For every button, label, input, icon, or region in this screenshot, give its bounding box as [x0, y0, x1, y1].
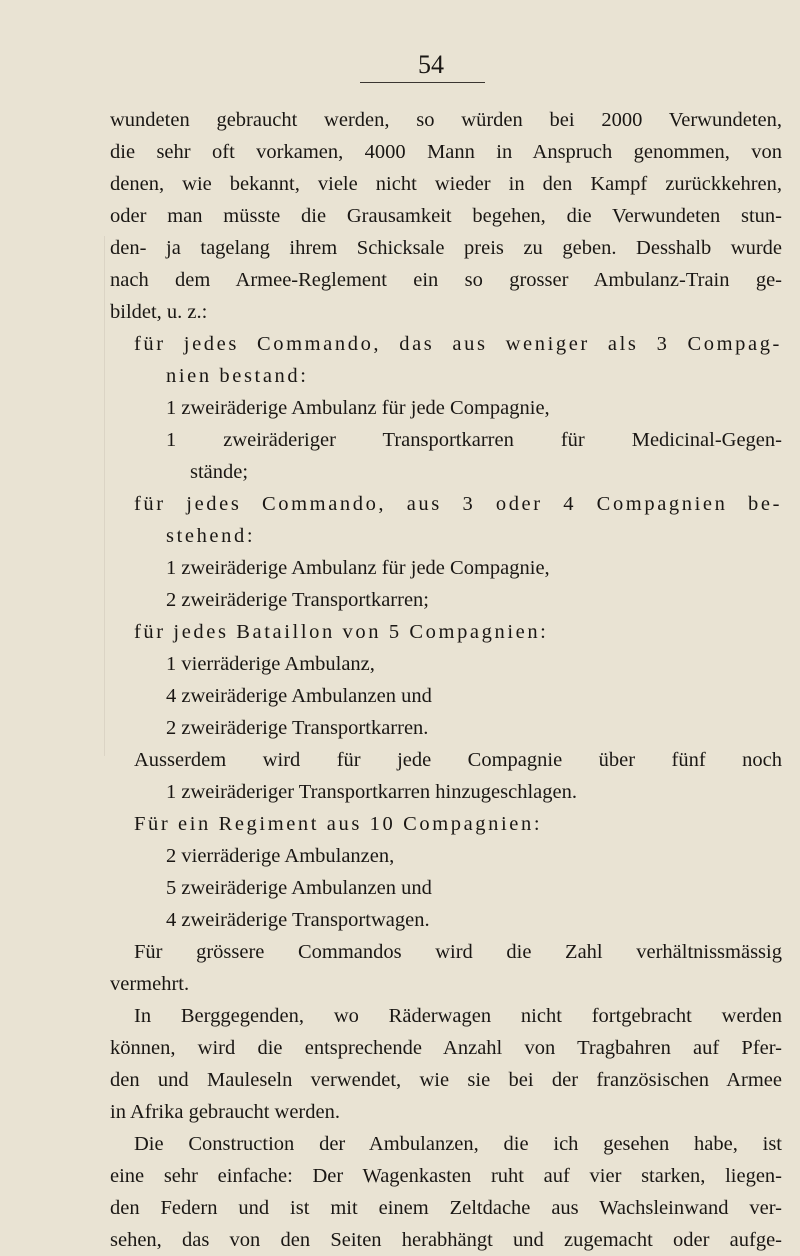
- text-line: vermehrt.: [110, 973, 190, 995]
- list-item: 1 zweiräderige Ambulanz für jede Compagnie,: [166, 397, 550, 419]
- text-line: wundeten gebraucht werden, so würden bei 2000 Verwundeten,: [110, 109, 782, 131]
- text-line: in Afrika gebraucht werden.: [110, 1101, 340, 1123]
- text-line: denen, wie bekannt, viele nicht wieder in den Kampf zurückkehren,: [110, 173, 782, 195]
- list-item: 2 vierräderige Ambulanzen,: [166, 845, 395, 867]
- text-line: In Berggegenden, wo Räderwagen nicht fortgebracht werden: [134, 1005, 782, 1027]
- text-line: den- ja tagelang ihrem Schicksale preis zu geben. Desshalb wurde: [110, 237, 782, 259]
- text-line: Ausserdem wird für jede Compagnie über fünf noch: [134, 749, 782, 771]
- list-item: 5 zweiräderige Ambulanzen und: [166, 877, 432, 899]
- list-heading: für jedes Bataillon von 5 Compagnien:: [134, 621, 549, 643]
- text-line: oder man müsste die Grausamkeit begehen, die Verwundeten stun-: [110, 205, 782, 227]
- list-heading: für jedes Commando, aus 3 oder 4 Compagnien be-: [134, 493, 782, 515]
- list-item: 1 zweiräderiger Transportkarren für Medicinal-Gegen-: [166, 429, 782, 451]
- list-item: 1 vierräderige Ambulanz,: [166, 653, 375, 675]
- text-line: nach dem Armee-Reglement ein so grosser Ambulanz-Train ge-: [110, 269, 782, 291]
- text-line: den und Mauleseln verwendet, wie sie bei der französischen Armee: [110, 1069, 782, 1091]
- list-item: 1 zweiräderiger Transportkarren hinzugeschlagen.: [166, 781, 577, 803]
- list-item: 4 zweiräderige Transportwagen.: [166, 909, 430, 931]
- page-number: 54: [418, 50, 444, 79]
- text-line: bildet, u. z.:: [110, 301, 208, 323]
- list-heading: Für ein Regiment aus 10 Compagnien:: [134, 813, 543, 835]
- text-line: Die Construction der Ambulanzen, die ich gesehen habe, ist: [134, 1133, 782, 1155]
- text-line: den Federn und ist mit einem Zeltdache aus Wachsleinwand ver-: [110, 1197, 782, 1219]
- text-line: Für grössere Commandos wird die Zahl verhältnissmässig: [134, 941, 782, 963]
- text-line: eine sehr einfache: Der Wagenkasten ruht auf vier starken, liegen-: [110, 1165, 782, 1187]
- list-heading: stehend:: [166, 525, 256, 547]
- list-item: 4 zweiräderige Ambulanzen und: [166, 685, 432, 707]
- list-heading: für jedes Commando, das aus weniger als 3 Compag-: [134, 333, 782, 355]
- page-number-rule: [360, 82, 485, 83]
- list-item: stände;: [190, 461, 249, 483]
- list-heading: nien bestand:: [166, 365, 309, 387]
- text-line: können, wird die entsprechende Anzahl von Tragbahren auf Pfer-: [110, 1037, 782, 1059]
- list-item: 2 zweiräderige Transportkarren.: [166, 717, 429, 739]
- list-item: 1 zweiräderige Ambulanz für jede Compagnie,: [166, 557, 550, 579]
- text-line: sehen, das von den Seiten herabhängt und zugemacht oder aufge-: [110, 1229, 782, 1251]
- list-item: 2 zweiräderige Transportkarren;: [166, 589, 429, 611]
- text-line: die sehr oft vorkamen, 4000 Mann in Anspruch genommen, von: [110, 141, 782, 163]
